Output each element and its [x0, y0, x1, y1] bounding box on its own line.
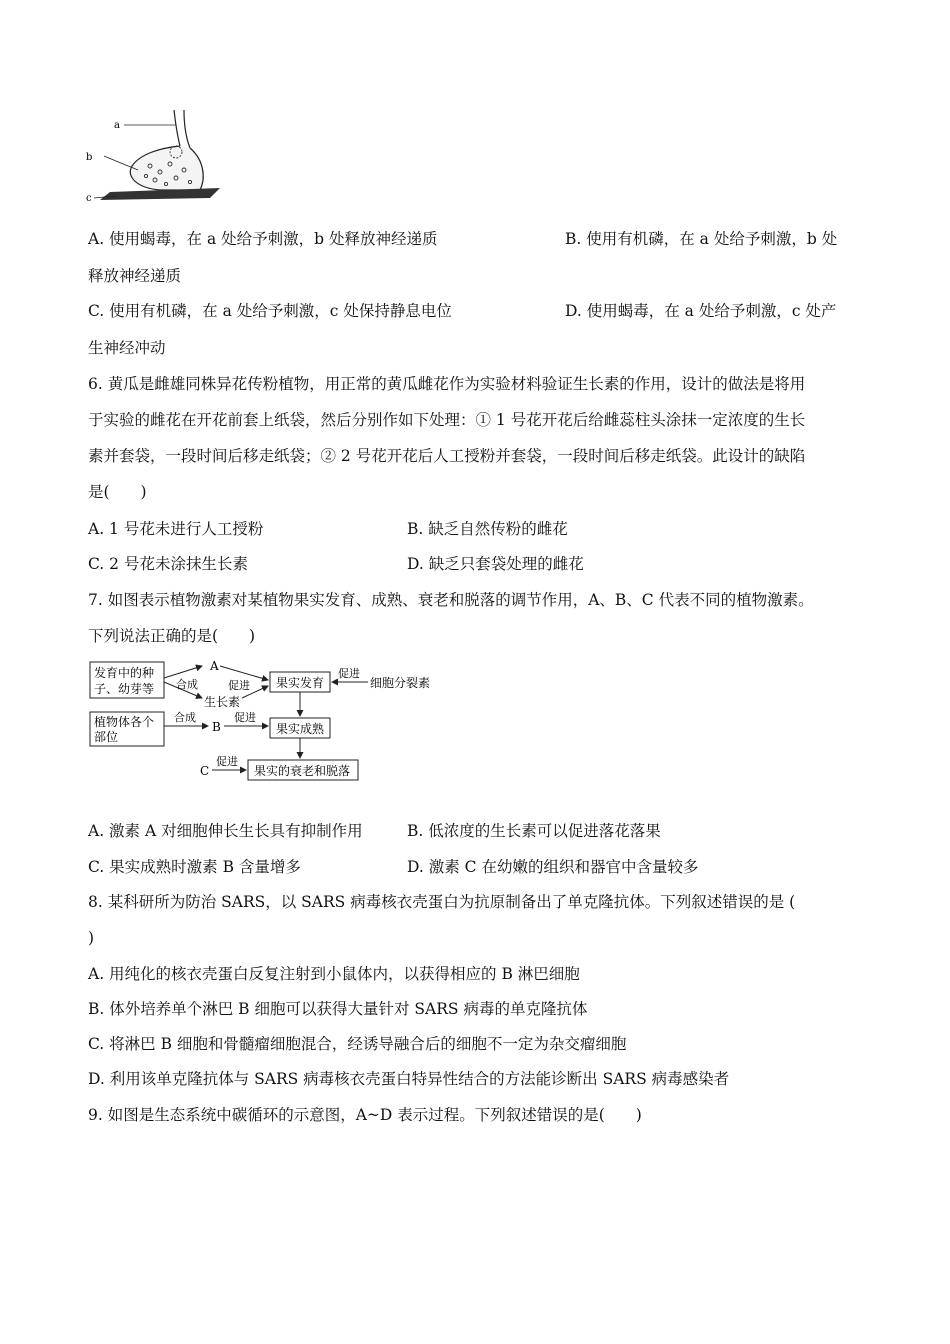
box-plant-line2: 部位 — [94, 730, 119, 744]
q9-stem-line1: 9. 如图是生态系统中碳循环的示意图，A~D 表示过程。下列叙述错误的是( ) — [88, 1106, 642, 1124]
synth-label-2: 合成 — [174, 711, 196, 724]
promote-label-3: 促进 — [234, 711, 256, 724]
synapse-figure — [80, 108, 230, 208]
label-b: b — [86, 152, 93, 163]
label-c: c — [86, 193, 92, 204]
q7-stem-line1: 7. 如图表示植物激素对某植物果实发育、成熟、衰老和脱落的调节作用，A、B、C 代表不同的植物激素。 — [88, 591, 814, 609]
box-fruit-aging: 果实的衰老和脱落 — [254, 764, 351, 778]
label-a: a — [114, 120, 120, 131]
promote-label-1: 促进 — [228, 679, 250, 692]
q8-option-b: B. 体外培养单个淋巴 B 细胞可以获得大量针对 SARS 病毒的单克隆抗体 — [88, 1000, 588, 1018]
label-a: A — [210, 659, 219, 673]
q6-option-d: D. 缺乏只套袋处理的雌花 — [407, 555, 584, 573]
q8-option-a: A. 用纯化的核衣壳蛋白反复注射到小鼠体内，以获得相应的 B 淋巴细胞 — [88, 965, 580, 983]
q8-option-c: C. 将淋巴 B 细胞和骨髓瘤细胞混合，经诱导融合后的细胞不一定为杂交瘤细胞 — [88, 1035, 627, 1053]
q6-option-a: A. 1 号花未进行人工授粉 — [88, 520, 264, 538]
q7-option-a: A. 激素 A 对细胞伸长生长具有抑制作用 — [88, 822, 363, 840]
q8-stem-line2: ) — [88, 929, 95, 947]
q5-option-b: B. 使用有机磷，在 a 处给予刺激，b 处 — [565, 230, 838, 248]
q6-option-b: B. 缺乏自然传粉的雌花 — [407, 520, 568, 538]
q5-option-d-cont: 生神经冲动 — [88, 339, 166, 357]
box-fruit-ripening: 果实成熟 — [276, 722, 325, 736]
box-seed-line1: 发育中的种 — [94, 666, 155, 680]
q5-option-c: C. 使用有机磷，在 a 处给予刺激，c 处保持静息电位 — [88, 302, 452, 320]
q8-option-d: D. 利用该单克隆抗体与 SARS 病毒核衣壳蛋白特异性结合的方法能诊断出 SARS 病毒感染者 — [88, 1070, 730, 1088]
promote-label-2: 促进 — [338, 667, 360, 680]
q7-option-c: C. 果实成熟时激素 B 含量增多 — [88, 858, 301, 876]
label-b: B — [212, 720, 221, 734]
box-fruit-development: 果实发育 — [276, 676, 325, 690]
q5-option-d: D. 使用蝎毒，在 a 处给予刺激，c 处产 — [565, 302, 837, 320]
q6-stem-line4: 是( ) — [88, 483, 147, 501]
box-plant-line1: 植物体各个 — [94, 715, 155, 729]
q6-stem-line3: 素并套袋，一段时间后移走纸袋；② 2 号花开花后人工授粉并套袋，一段时间后移走纸袋。此设计的缺陷 — [88, 447, 806, 465]
synth-label-1: 合成 — [176, 678, 198, 691]
q7-option-b: B. 低浓度的生长素可以促进落花落果 — [407, 822, 661, 840]
cytokinin-label: 细胞分裂素 — [370, 676, 431, 690]
q6-option-c: C. 2 号花未涂抹生长素 — [88, 555, 248, 573]
q6-stem-line1: 6. 黄瓜是雌雄同株异花传粉植物，用正常的黄瓜雌花作为实验材料验证生长素的作用，设计的做法是将用 — [88, 375, 806, 393]
label-auxin: 生长素 — [204, 695, 241, 709]
q6-stem-line2: 于实验的雌花在开花前套上纸袋，然后分别作如下处理：① 1 号花开花后给雌蕊柱头涂抹一定浓度的生长 — [88, 411, 806, 429]
q5-option-a: A. 使用蝎毒，在 a 处给予刺激，b 处释放神经递质 — [88, 230, 438, 248]
q8-stem-line1: 8. 某科研所为防治 SARS，以 SARS 病毒核衣壳蛋白为抗原制备出了单克隆抗体。下列叙述错误的是 ( — [88, 893, 796, 911]
label-c: C — [200, 764, 210, 778]
q5-option-b-cont: 释放神经递质 — [88, 267, 182, 285]
q7-stem-line2: 下列说法正确的是( ) — [88, 627, 256, 645]
promote-label-4: 促进 — [216, 755, 238, 768]
hormone-diagram — [88, 658, 448, 784]
q7-option-d: D. 激素 C 在幼嫩的组织和器官中含量较多 — [407, 858, 699, 876]
box-seed-line2: 子、幼芽等 — [94, 682, 155, 696]
